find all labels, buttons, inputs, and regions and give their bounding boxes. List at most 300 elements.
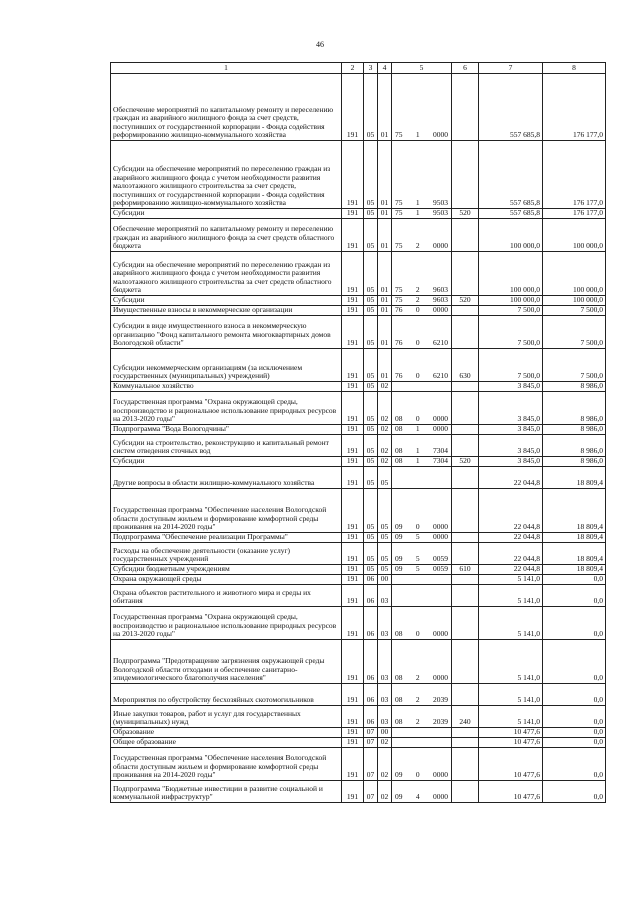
code-part: 76 [395, 371, 403, 381]
col-8-amount: 18 809,4 [543, 467, 606, 489]
table-row [111, 781, 606, 803]
col-8-amount: 18 809,4 [543, 565, 606, 575]
table-row [111, 585, 606, 607]
col-3: 06 [364, 575, 378, 585]
table-row [111, 306, 606, 316]
col-8-amount: 0,0 [543, 748, 606, 781]
col-6 [452, 607, 479, 640]
col-6: 520 [452, 209, 479, 219]
col-6 [452, 533, 479, 543]
col-3: 06 [364, 607, 378, 640]
code-part: 0000 [433, 241, 448, 251]
col-2: 191 [342, 728, 364, 738]
col-8-amount: 0,0 [543, 585, 606, 607]
table-row [111, 74, 606, 141]
col-5-code [392, 575, 452, 585]
table-row [111, 607, 606, 640]
code-part: 2039 [433, 695, 448, 705]
code-part: 08 [395, 456, 403, 466]
col-5-code [392, 219, 452, 252]
col-2: 191 [342, 296, 364, 306]
code-part: 2 [415, 695, 420, 705]
row-name: Субсидии [111, 457, 342, 467]
col-4: 01 [378, 349, 392, 382]
col-8-amount: 8 986,0 [543, 457, 606, 467]
col-4: 05 [378, 543, 392, 565]
col-7-amount: 3 845,0 [479, 392, 543, 425]
col-5-code [392, 640, 452, 684]
code-part: 09 [395, 522, 403, 532]
table-row [111, 382, 606, 392]
col-2: 191 [342, 209, 364, 219]
col-4: 02 [378, 435, 392, 457]
row-name: Обеспечение мероприятий по капитальному ремонту и переселению граждан из аварийного жилищного фонда за счет средств, поступивших от государственной корпорации - Фонда содействия реформированию жилищно-коммунального хозяйства [111, 74, 342, 141]
col-3: 05 [364, 141, 378, 209]
col-4: 02 [378, 425, 392, 435]
col-5-code [392, 565, 452, 575]
col-5-code [392, 74, 452, 141]
code-part: 09 [395, 554, 403, 564]
col-6 [452, 306, 479, 316]
col-6 [452, 141, 479, 209]
col-4: 02 [378, 392, 392, 425]
code-part: 0 [415, 522, 420, 532]
row-name: Государственная программа "Обеспечение населения Вологодской области доступным жильем и формирование комфортной среды проживания на 2014-2020 годы" [111, 489, 342, 533]
code-part: 08 [395, 424, 403, 434]
code-part: 0000 [433, 770, 448, 780]
col-7-amount: 5 141,0 [479, 640, 543, 684]
col-4: 02 [378, 738, 392, 748]
code-part: 1 [415, 446, 420, 456]
col-8-amount: 100 000,0 [543, 296, 606, 306]
row-name: Другие вопросы в области жилищно-коммунального хозяйства [111, 467, 342, 489]
col-5-code [392, 457, 452, 467]
col-8-amount: 8 986,0 [543, 392, 606, 425]
code-part: 7304 [433, 456, 448, 466]
col-3: 07 [364, 748, 378, 781]
col-5-code [392, 728, 452, 738]
code-part: 76 [395, 338, 403, 348]
table-row [111, 728, 606, 738]
col-3: 05 [364, 349, 378, 382]
code-part: 75 [395, 295, 403, 305]
col-6: 630 [452, 349, 479, 382]
col-8-amount: 18 809,4 [543, 489, 606, 533]
col-4: 05 [378, 533, 392, 543]
table-row [111, 252, 606, 296]
col-6 [452, 467, 479, 489]
row-name: Субсидии некоммерческим организациям (за исключением государственных (муниципальных) учреждений) [111, 349, 342, 382]
col-4: 03 [378, 585, 392, 607]
col-8-amount: 0,0 [543, 738, 606, 748]
col-4: 03 [378, 607, 392, 640]
col-3: 06 [364, 684, 378, 706]
code-part: 75 [395, 241, 403, 251]
code-part: 2 [415, 717, 420, 727]
col-8-amount: 100 000,0 [543, 219, 606, 252]
table-row [111, 425, 606, 435]
col-4: 03 [378, 640, 392, 684]
row-name: Охрана объектов растительного и животного мира и среды их обитания [111, 585, 342, 607]
code-part: 0059 [433, 564, 448, 574]
col-3: 07 [364, 738, 378, 748]
col-8-amount: 8 986,0 [543, 425, 606, 435]
col-5-code [392, 382, 452, 392]
col-5-code [392, 316, 452, 349]
col-8-amount: 176 177,0 [543, 209, 606, 219]
row-name: Коммунальное хозяйство [111, 382, 342, 392]
table-row [111, 748, 606, 781]
col-2: 191 [342, 141, 364, 209]
col-2: 191 [342, 382, 364, 392]
col-2: 191 [342, 425, 364, 435]
col-2: 191 [342, 435, 364, 457]
col-2: 191 [342, 392, 364, 425]
table-body [111, 74, 606, 803]
col-6 [452, 382, 479, 392]
col-3: 06 [364, 585, 378, 607]
header-cell: 7 [479, 63, 543, 74]
col-2: 191 [342, 74, 364, 141]
col-7-amount: 10 477,6 [479, 748, 543, 781]
col-4: 02 [378, 748, 392, 781]
col-3: 07 [364, 728, 378, 738]
col-6 [452, 392, 479, 425]
code-part: 5 [415, 554, 420, 564]
code-part: 0 [415, 629, 420, 639]
table-row [111, 209, 606, 219]
col-6: 520 [452, 457, 479, 467]
col-7-amount: 10 477,6 [479, 781, 543, 803]
col-2: 191 [342, 607, 364, 640]
code-part: 08 [395, 414, 403, 424]
col-5-code [392, 392, 452, 425]
code-part: 9603 [433, 285, 448, 295]
col-8-amount: 0,0 [543, 781, 606, 803]
col-4: 01 [378, 296, 392, 306]
col-6 [452, 543, 479, 565]
col-4: 01 [378, 209, 392, 219]
code-part: 2 [415, 295, 420, 305]
col-4: 02 [378, 382, 392, 392]
col-6 [452, 316, 479, 349]
col-2: 191 [342, 489, 364, 533]
header-cell: 8 [543, 63, 606, 74]
col-5-code [392, 209, 452, 219]
col-4: 03 [378, 706, 392, 728]
col-8-amount: 0,0 [543, 640, 606, 684]
table-row [111, 543, 606, 565]
row-name: Общее образование [111, 738, 342, 748]
row-name: Субсидии [111, 296, 342, 306]
col-7-amount: 22 044,8 [479, 543, 543, 565]
row-name: Подпрограмма "Предотвращение загрязнения окружающей среды Вологодской области отходами и обеспечение санитарно-эпидемиологического благополучия населения" [111, 640, 342, 684]
col-3: 05 [364, 565, 378, 575]
code-part: 0000 [433, 629, 448, 639]
code-part: 0059 [433, 554, 448, 564]
col-3: 05 [364, 209, 378, 219]
col-2: 191 [342, 306, 364, 316]
col-3: 05 [364, 467, 378, 489]
col-4: 05 [378, 489, 392, 533]
code-part: 2039 [433, 717, 448, 727]
code-part: 0 [415, 414, 420, 424]
code-part: 76 [395, 305, 403, 315]
col-2: 191 [342, 738, 364, 748]
col-5-code [392, 349, 452, 382]
code-part: 09 [395, 792, 403, 802]
code-part: 0000 [433, 424, 448, 434]
col-3: 05 [364, 382, 378, 392]
code-part: 2 [415, 673, 420, 683]
col-7-amount: 557 685,8 [479, 74, 543, 141]
row-name: Мероприятия по обустройству бесхозяйных скотомогильников [111, 684, 342, 706]
code-part: 09 [395, 770, 403, 780]
table-row [111, 141, 606, 209]
col-2: 191 [342, 219, 364, 252]
header-cell: 1 [111, 63, 342, 74]
col-3: 06 [364, 706, 378, 728]
col-7-amount: 22 044,8 [479, 565, 543, 575]
col-7-amount: 5 141,0 [479, 607, 543, 640]
code-part: 09 [395, 564, 403, 574]
col-7-amount: 557 685,8 [479, 209, 543, 219]
col-6 [452, 489, 479, 533]
table-row [111, 219, 606, 252]
col-6 [452, 640, 479, 684]
col-4: 01 [378, 141, 392, 209]
row-name: Обеспечение мероприятий по капитальному ремонту и переселению граждан из аварийного жилищного фонда за счет средств областного бюджета [111, 219, 342, 252]
col-7-amount: 5 141,0 [479, 684, 543, 706]
code-part: 0000 [433, 673, 448, 683]
header-cell: 3 [364, 63, 378, 74]
col-2: 191 [342, 457, 364, 467]
code-part: 9503 [433, 198, 448, 208]
col-8-amount: 0,0 [543, 607, 606, 640]
header-cell: 6 [452, 63, 479, 74]
code-part: 1 [415, 208, 420, 218]
col-4: 01 [378, 74, 392, 141]
col-5-code [392, 607, 452, 640]
code-part: 0000 [433, 532, 448, 542]
col-3: 05 [364, 74, 378, 141]
row-name: Охрана окружающей среды [111, 575, 342, 585]
col-7-amount: 7 500,0 [479, 349, 543, 382]
col-5-code [392, 684, 452, 706]
code-part: 09 [395, 532, 403, 542]
col-6 [452, 575, 479, 585]
table-row [111, 457, 606, 467]
col-7-amount: 22 044,8 [479, 533, 543, 543]
code-part: 75 [395, 198, 403, 208]
page-number: 46 [316, 40, 324, 49]
code-part: 1 [415, 456, 420, 466]
code-part: 2 [415, 241, 420, 251]
col-4: 00 [378, 575, 392, 585]
col-2: 191 [342, 575, 364, 585]
table-row [111, 296, 606, 306]
code-part: 1 [415, 198, 420, 208]
col-6: 240 [452, 706, 479, 728]
col-4: 01 [378, 306, 392, 316]
col-7-amount: 22 044,8 [479, 467, 543, 489]
code-part: 9503 [433, 208, 448, 218]
col-8-amount: 7 500,0 [543, 316, 606, 349]
code-part: 08 [395, 629, 403, 639]
col-5-code [392, 489, 452, 533]
col-8-amount: 18 809,4 [543, 533, 606, 543]
code-part: 08 [395, 673, 403, 683]
col-8-amount: 176 177,0 [543, 74, 606, 141]
col-4: 01 [378, 252, 392, 296]
col-2: 191 [342, 533, 364, 543]
col-3: 05 [364, 457, 378, 467]
table-row [111, 684, 606, 706]
col-5-code [392, 738, 452, 748]
table-row [111, 316, 606, 349]
col-7-amount: 5 141,0 [479, 706, 543, 728]
col-4: 02 [378, 781, 392, 803]
code-part: 6210 [433, 338, 448, 348]
col-6 [452, 425, 479, 435]
table-row [111, 489, 606, 533]
col-8-amount: 18 809,4 [543, 543, 606, 565]
col-7-amount: 22 044,8 [479, 489, 543, 533]
col-3: 05 [364, 392, 378, 425]
col-3: 05 [364, 252, 378, 296]
code-part: 75 [395, 130, 403, 140]
table-row [111, 349, 606, 382]
code-part: 75 [395, 285, 403, 295]
col-6 [452, 728, 479, 738]
row-name: Образование [111, 728, 342, 738]
col-7-amount: 5 141,0 [479, 585, 543, 607]
col-7-amount: 100 000,0 [479, 252, 543, 296]
col-3: 05 [364, 316, 378, 349]
code-part: 0000 [433, 792, 448, 802]
col-5-code [392, 706, 452, 728]
table-row [111, 575, 606, 585]
col-8-amount: 8 986,0 [543, 382, 606, 392]
col-2: 191 [342, 543, 364, 565]
row-name: Субсидии [111, 209, 342, 219]
col-8-amount: 7 500,0 [543, 306, 606, 316]
code-part: 0000 [433, 305, 448, 315]
row-name: Субсидии на строительство, реконструкцию и капитальный ремонт систем отведения сточных вод [111, 435, 342, 457]
col-6 [452, 738, 479, 748]
header-row [111, 63, 606, 74]
col-8-amount: 100 000,0 [543, 252, 606, 296]
col-6 [452, 585, 479, 607]
col-3: 05 [364, 296, 378, 306]
row-name: Субсидии в виде имущественного взноса в некоммерческую организацию "Фонд капитального ремонта многоквартирных домов Вологодской области" [111, 316, 342, 349]
col-7-amount: 7 500,0 [479, 316, 543, 349]
col-3: 06 [364, 640, 378, 684]
col-2: 191 [342, 467, 364, 489]
code-part: 0000 [433, 522, 448, 532]
col-2: 191 [342, 349, 364, 382]
code-part: 9603 [433, 295, 448, 305]
col-4: 05 [378, 565, 392, 575]
col-5-code [392, 435, 452, 457]
col-5-code [392, 306, 452, 316]
code-part: 75 [395, 208, 403, 218]
code-part: 1 [415, 424, 420, 434]
code-part: 0 [415, 305, 420, 315]
row-name: Расходы на обеспечение деятельности (оказание услуг) государственных учреждений [111, 543, 342, 565]
col-7-amount: 557 685,8 [479, 141, 543, 209]
code-part: 5 [415, 564, 420, 574]
col-3: 05 [364, 435, 378, 457]
col-8-amount: 0,0 [543, 684, 606, 706]
table-row [111, 435, 606, 457]
col-5-code [392, 425, 452, 435]
col-5-code [392, 543, 452, 565]
col-5-code [392, 533, 452, 543]
row-name: Государственная программа "Обеспечение населения Вологодской области доступным жильем и формирование комфортной среды проживания на 2014-2020 годы" [111, 748, 342, 781]
col-2: 191 [342, 565, 364, 575]
col-5-code [392, 141, 452, 209]
col-7-amount: 3 845,0 [479, 382, 543, 392]
col-3: 05 [364, 425, 378, 435]
budget-table [110, 62, 606, 803]
row-name: Субсидии на обеспечение мероприятий по переселению граждан из аварийного жилищного фонда с учетом необходимости развития малоэтажного жилищного строительства за счет средств, поступивших от государственной корпорации - Фонда содействия реформированию жилищно-коммунального хозяйства [111, 141, 342, 209]
col-7-amount: 100 000,0 [479, 219, 543, 252]
row-name: Имущественные взносы в некоммерческие организации [111, 306, 342, 316]
col-7-amount: 5 141,0 [479, 575, 543, 585]
col-2: 191 [342, 316, 364, 349]
col-2: 191 [342, 640, 364, 684]
code-part: 0000 [433, 130, 448, 140]
header-cell: 5 [392, 63, 452, 74]
row-name: Иные закупки товаров, работ и услуг для государственных (муниципальных) нужд [111, 706, 342, 728]
table-row [111, 706, 606, 728]
col-5-code [392, 585, 452, 607]
col-3: 05 [364, 219, 378, 252]
col-2: 191 [342, 706, 364, 728]
row-name: Государственная программа "Охрана окружающей среды, воспроизводство и рациональное использование природных ресурсов на 2013-2020 годы" [111, 607, 342, 640]
col-2: 191 [342, 684, 364, 706]
col-6 [452, 684, 479, 706]
col-3: 05 [364, 533, 378, 543]
table-row [111, 467, 606, 489]
col-4: 01 [378, 316, 392, 349]
col-4: 02 [378, 457, 392, 467]
col-6 [452, 74, 479, 141]
col-8-amount: 0,0 [543, 728, 606, 738]
table-row [111, 738, 606, 748]
code-part: 0 [415, 338, 420, 348]
code-part: 7304 [433, 446, 448, 456]
col-3: 05 [364, 543, 378, 565]
col-2: 191 [342, 781, 364, 803]
col-4: 03 [378, 684, 392, 706]
col-3: 05 [364, 489, 378, 533]
col-8-amount: 7 500,0 [543, 349, 606, 382]
col-5-code [392, 467, 452, 489]
code-part: 5 [415, 532, 420, 542]
col-8-amount: 8 986,0 [543, 435, 606, 457]
col-2: 191 [342, 252, 364, 296]
code-part: 2 [415, 285, 420, 295]
table-row [111, 533, 606, 543]
col-7-amount: 3 845,0 [479, 457, 543, 467]
col-7-amount: 3 845,0 [479, 425, 543, 435]
col-8-amount: 176 177,0 [543, 141, 606, 209]
col-8-amount: 0,0 [543, 706, 606, 728]
row-name: Подпрограмма "Бюджетные инвестиции в развитие социальной и коммунальной инфраструктур" [111, 781, 342, 803]
col-6 [452, 252, 479, 296]
